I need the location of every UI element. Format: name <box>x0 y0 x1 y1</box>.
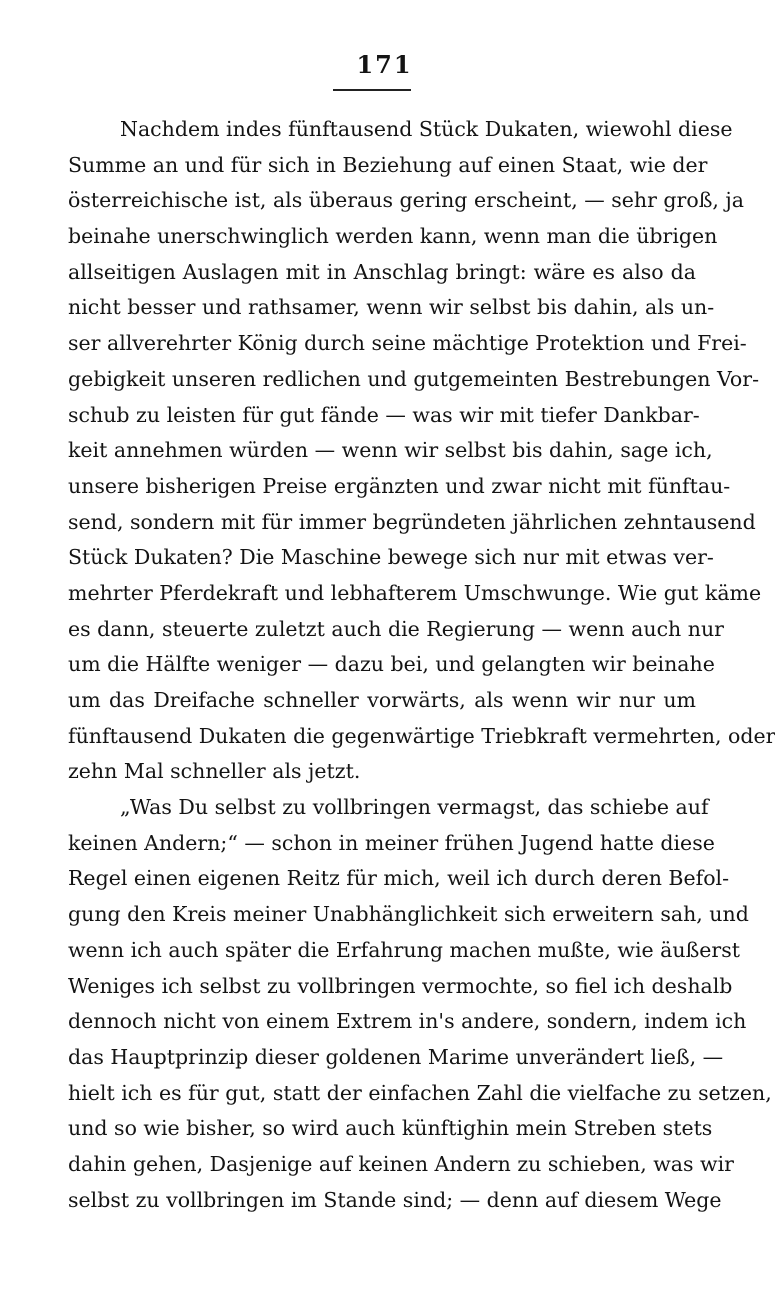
text-line: keinen Andern;“ — schon in meiner frühen Jugend hatte diese <box>68 830 715 855</box>
text-line: wenn ich auch später die Erfahrung machen mußte, wie äußerst <box>68 937 740 962</box>
text-line: das Hauptprinzip dieser goldenen Marime unverändert ließ, — <box>68 1044 724 1069</box>
text-line: um das Dreifache schneller vorwärts, als wenn wir nur um <box>68 688 696 712</box>
text-line: und so wie bisher, so wird auch künftighin mein Streben stets <box>68 1116 713 1141</box>
text-line: send, sondern mit für immer begründeten jährlichen zehntausend <box>68 509 756 534</box>
text-line: schub zu leisten für gut fände — was wir mit tiefer Dankbar- <box>68 402 700 427</box>
text-line: Stück Dukaten? Die Maschine bewege sich nur mit etwas ver- <box>68 545 714 570</box>
text-line: Weniges ich selbst zu vollbringen vermochte, so fiel ich deshalb <box>68 973 733 998</box>
text-line: dahin gehen, Dasjenige auf keinen Andern zu schieben, was wir <box>68 1151 734 1176</box>
text-line: mehrter Pferdekraft und lebhafterem Umschwunge. Wie gut käme <box>68 580 762 605</box>
text-line: Nachdem indes fünftausend Stück Dukaten, wiewohl diese <box>120 117 733 141</box>
text-line: gung den Kreis meiner Unabhänglichkeit sich erweitern sah, und <box>68 902 749 927</box>
text-line: zehn Mal schneller als jetzt. <box>68 759 361 784</box>
text-line: Regel einen eigenen Reitz für mich, weil ich durch deren Befol- <box>68 866 730 891</box>
text-line: „Was Du selbst zu vollbringen vermagst, das schiebe auf <box>120 795 709 820</box>
page-number: 171 <box>356 50 413 79</box>
paragraph-1 <box>68 112 775 790</box>
text-line: Summe an und für sich in Beziehung auf einen Staat, wie der <box>68 152 708 177</box>
text-line: fünftausend Dukaten die gegenwärtige Triebkraft vermehrten, oder <box>68 723 775 748</box>
text-line: um die Hälfte weniger — dazu bei, und gelangten wir beinahe <box>68 652 715 677</box>
text-line: gebigkeit unseren redlichen und gutgemeinten Bestrebungen Vor- <box>68 366 759 391</box>
text-line: allseitigen Auslagen mit in Anschlag bringt: wäre es also da <box>68 259 696 284</box>
text-line: es dann, steuerte zuletzt auch die Regierung — wenn auch nur <box>68 616 724 641</box>
text-line: unsere bisherigen Preise ergänzten und zwar nicht mit fünftau- <box>68 473 731 498</box>
text-line: österreichische ist, als überaus gering erscheint, — sehr groß, ja <box>68 188 744 213</box>
text-line: selbst zu vollbringen im Stande sind; — denn auf diesem Wege <box>68 1187 722 1212</box>
text-line: nicht besser und rathsamer, wenn wir selbst bis dahin, als un- <box>68 295 715 320</box>
paragraph-2 <box>68 790 772 1218</box>
text-line: ser allverehrter König durch seine mächtige Protektion und Frei- <box>68 331 747 356</box>
text-line: hielt ich es für gut, statt der einfachen Zahl die vielfache zu setzen, <box>68 1080 772 1105</box>
body-text <box>68 112 775 1218</box>
text-line: beinahe unerschwinglich werden kann, wenn man die übrigen <box>68 224 718 249</box>
text-line: keit annehmen würden — wenn wir selbst bis dahin, sage ich, <box>68 438 713 463</box>
header-rule <box>333 89 411 91</box>
text-line: dennoch nicht von einem Extrem in's andere, sondern, indem ich <box>68 1009 747 1034</box>
